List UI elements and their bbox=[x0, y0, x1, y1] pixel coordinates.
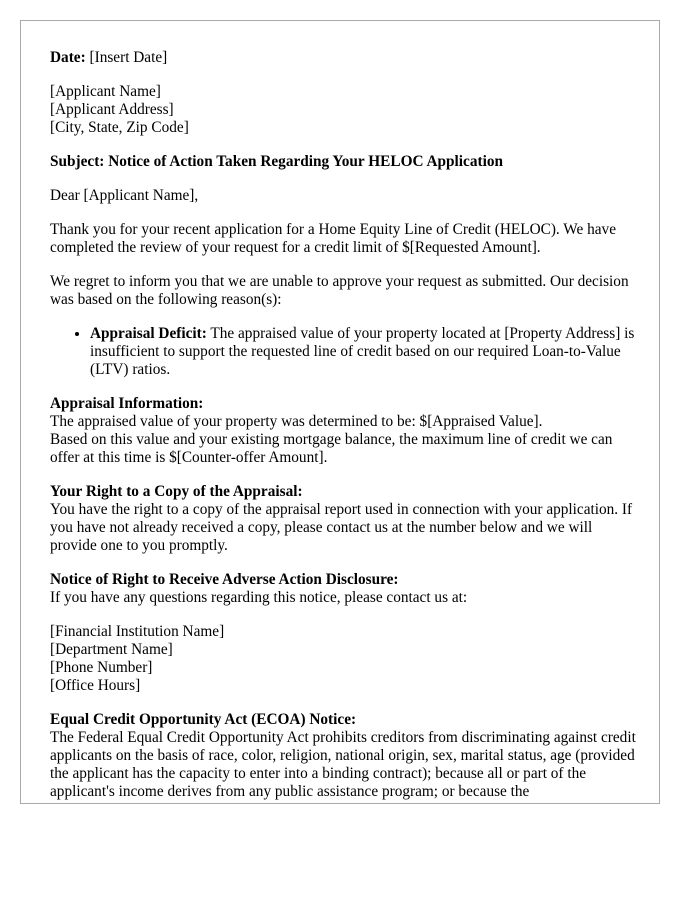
ecoa-section bbox=[50, 711, 638, 801]
applicant-block bbox=[50, 83, 638, 137]
regret-paragraph: We regret to inform you that we are unable to approve your request as submitted. Our decision was based on the following reason(s): bbox=[50, 273, 629, 308]
contact-block bbox=[50, 623, 638, 695]
appraisal-info-line2: Based on this value and your existing mortgage balance, the maximum line of credit we can offer at this time is $[Counter-offer Amount]. bbox=[50, 431, 613, 466]
reason-text: The appraised value of your property located at [Property Address] is insufficient to support the requested line of credit based on our required Loan-to-Value (LTV) ratios. bbox=[90, 325, 635, 378]
salutation: Dear [Applicant Name], bbox=[50, 187, 199, 204]
subject-line bbox=[50, 153, 638, 171]
contact-department: [Department Name] bbox=[50, 641, 173, 658]
adverse-action-text: If you have any questions regarding this notice, please contact us at: bbox=[50, 589, 468, 606]
ecoa-text: The Federal Equal Credit Opportunity Act prohibits creditors from discriminating against credit applicants on the basis of race, color, religion, national origin, sex, marital status, age (provided the applicant has the capacity to enter into a binding contract); because all or part of the applicant's income derives from any public assistance program; or because the bbox=[50, 729, 636, 800]
appraisal-info-section bbox=[50, 395, 638, 467]
reason-title: Appraisal Deficit: bbox=[90, 325, 207, 342]
applicant-name: [Applicant Name] bbox=[50, 83, 161, 100]
reasons-list bbox=[50, 325, 638, 379]
appraisal-info-line1: The appraised value of your property was determined to be: $[Appraised Value]. bbox=[50, 413, 543, 430]
right-to-copy-heading: Your Right to a Copy of the Appraisal: bbox=[50, 483, 303, 500]
subject-text: Subject: Notice of Action Taken Regarding Your HELOC Application bbox=[50, 153, 503, 170]
ecoa-heading: Equal Credit Opportunity Act (ECOA) Notice: bbox=[50, 711, 357, 728]
applicant-address: [Applicant Address] bbox=[50, 101, 174, 118]
intro-paragraph: Thank you for your recent application for a Home Equity Line of Credit (HELOC). We have completed the review of your request for a credit limit of $[Requested Amount]. bbox=[50, 221, 616, 256]
right-to-copy-section bbox=[50, 483, 638, 555]
reason-item bbox=[90, 325, 638, 379]
date-value: [Insert Date] bbox=[89, 49, 168, 66]
adverse-action-section bbox=[50, 571, 638, 607]
right-to-copy-text: You have the right to a copy of the appraisal report used in connection with your application. If you have not already received a copy, please contact us at the number below and we will provide one to you promptly. bbox=[50, 501, 633, 554]
date-line bbox=[50, 49, 638, 67]
contact-hours: [Office Hours] bbox=[50, 677, 141, 694]
applicant-city-state-zip: [City, State, Zip Code] bbox=[50, 119, 189, 136]
appraisal-info-heading: Appraisal Information: bbox=[50, 395, 204, 412]
contact-phone: [Phone Number] bbox=[50, 659, 153, 676]
contact-institution: [Financial Institution Name] bbox=[50, 623, 225, 640]
adverse-action-heading: Notice of Right to Receive Adverse Action Disclosure: bbox=[50, 571, 399, 588]
letter-content bbox=[50, 49, 638, 804]
letter-page bbox=[20, 20, 660, 804]
date-label: Date: bbox=[50, 49, 86, 66]
